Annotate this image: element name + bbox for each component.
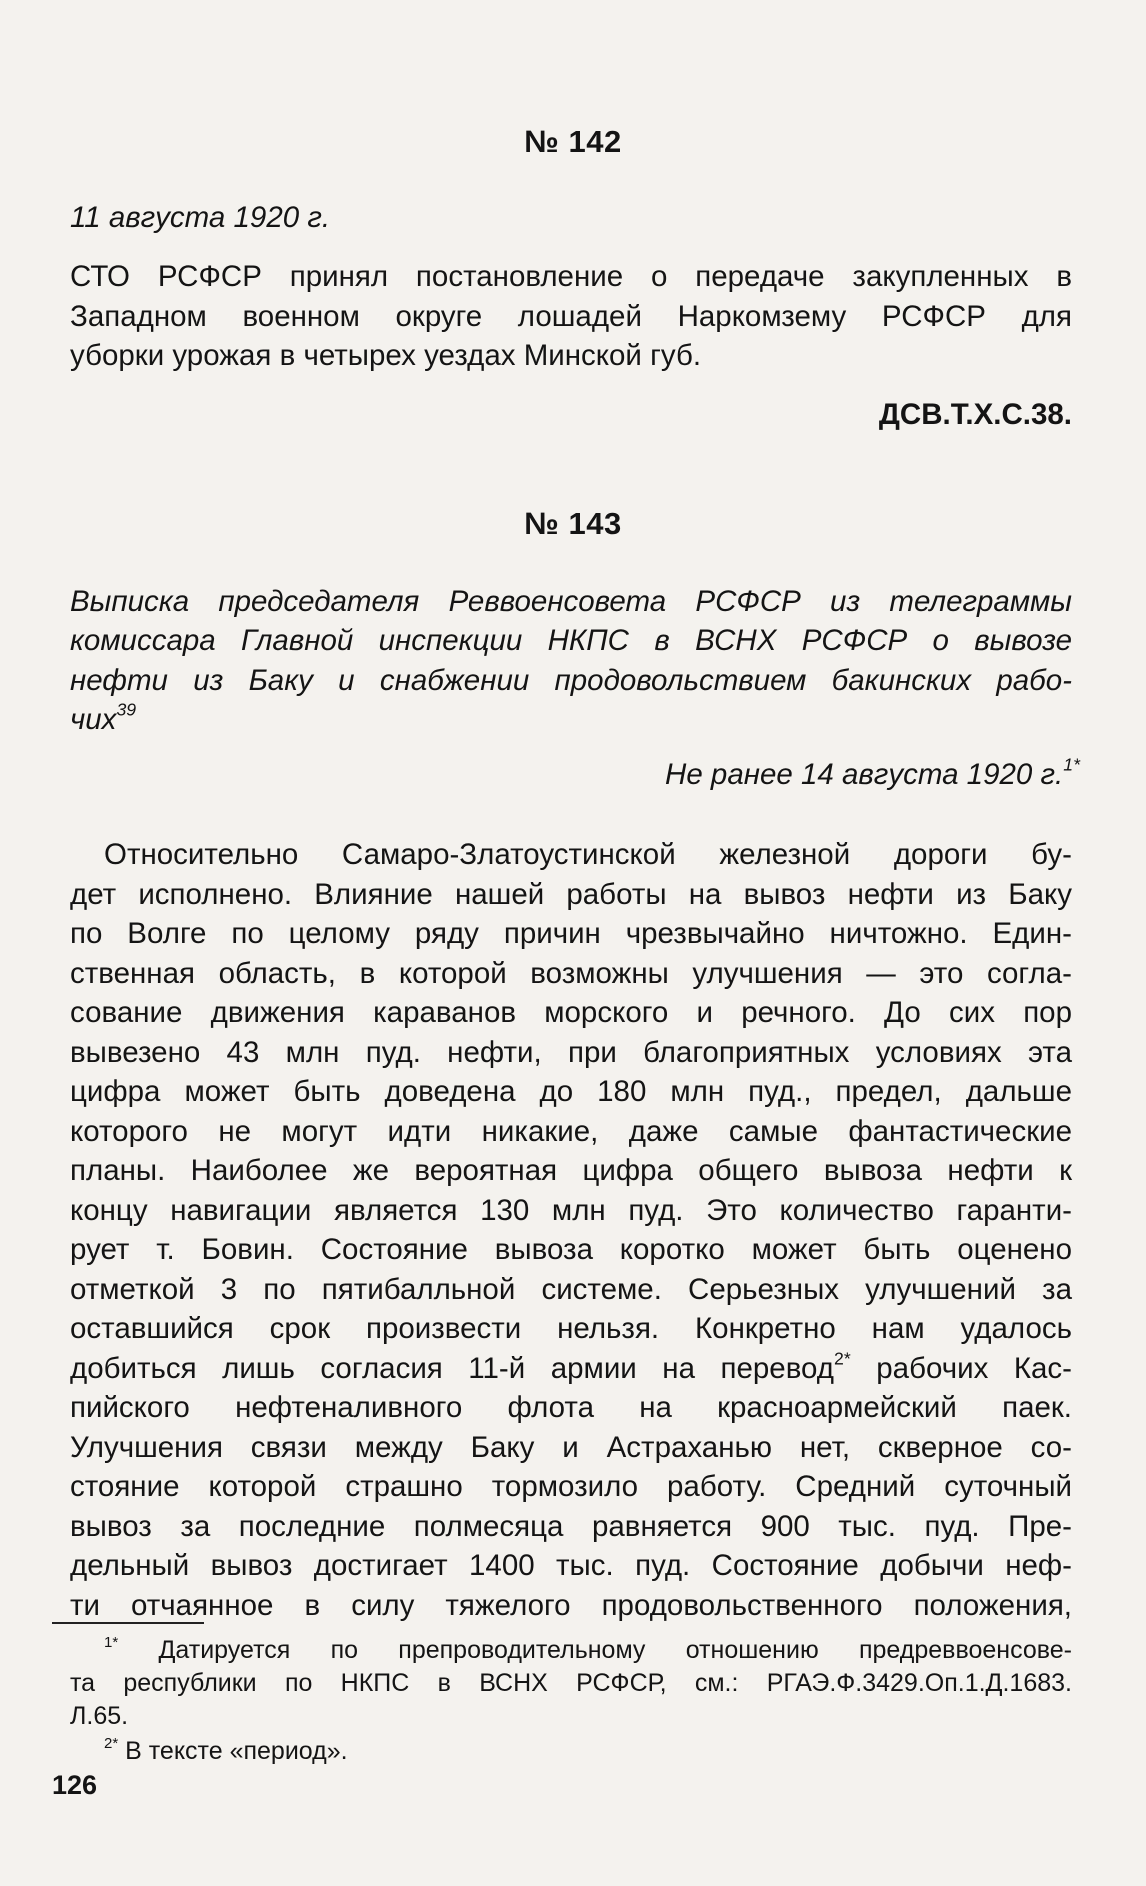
doc-142-number: № 142 [524,124,622,159]
doc-143-body-line: пийского нефтеналивного флота на красноармейский паек. [70,1391,1072,1424]
footnote-1-line: та республики по НКПС в ВСНХ РСФСР, см.: РГАЭ.Ф.3429.Оп.1.Д.1683. [70,1669,1072,1697]
doc-143-body-line: по Волге по целому ряду причин чрезвычайно ничтожно. Един- [70,917,1072,950]
doc-143-heading-line [70,701,1072,739]
doc-143-body-line: отметкой 3 по пятибалльной системе. Серьезных улучшений за [70,1273,1072,1306]
heading-note-mark: 39 [116,699,137,720]
body-text-after-note: рабочих Кас- [850,1352,1073,1385]
date-note-mark: 1* [1063,754,1080,775]
doc-143-body-line: сование движения караванов морского и речного. До сих пор [70,996,1072,1029]
doc-143-body-line: вывоз за последние полмесяца равняется 900 тыс. пуд. Пре- [70,1510,1072,1543]
doc-143-body-line: вывезено 43 млн пуд. нефти, при благоприятных условиях эта [70,1036,1072,1069]
footnote-1-text: Датируется по препроводительному отношению предреввоенсове- [158,1636,1072,1664]
doc-143-body-line: дельный вывоз достигает 1400 тыс. пуд. Состояние добычи неф- [70,1549,1072,1582]
doc-143-heading-last: чих [70,703,117,736]
body-note-mark: 2* [834,1348,851,1369]
doc-142-source: ДСВ.Т.Х.С.38. [878,398,1072,431]
doc-143-body-line: планы. Наиболее же вероятная цифра общего вывоза нефти к [70,1154,1072,1187]
doc-143-heading-line: нефти из Баку и снабжении продовольствием бакинских рабо- [70,664,1072,697]
doc-143-date [70,756,1080,794]
doc-143-body-line: дет исполнено. Влияние нашей работы на вывоз нефти из Баку [70,878,1072,911]
body-text-before-note: добиться лишь согласия 11-й армии на перевод [70,1352,835,1385]
doc-143-body-line: которого не могут идти никакие, даже самые фантастические [70,1115,1072,1148]
footnote-2-mark: 2* [104,1734,119,1752]
doc-143-body-line: Относительно Самаро-Златоустинской железной дороги бу- [104,838,1072,871]
doc-143-body-line: Улучшения связи между Баку и Астраханью нет, скверное со- [70,1431,1072,1464]
doc-143-body-line: стояние которой страшно тормозило работу. Средний суточный [70,1470,1072,1503]
doc-142-text-line: уборки урожая в четырех уездах Минской губ. [70,339,702,372]
footnote-2-line [104,1735,1072,1767]
doc-143-heading-line: комиссара Главной инспекции НКПС в ВСНХ РСФСР о вывозе [70,624,1072,657]
page-number: 126 [52,1770,98,1800]
doc-143-body-line: рует т. Бовин. Состояние вывоза коротко может быть оценено [70,1233,1072,1266]
footnote-1-line: Л.65. [70,1702,129,1730]
doc-143-body-line: ственная область, в которой возможны улучшения — это согла- [70,957,1072,990]
doc-143-date-text: Не ранее 14 августа 1920 г. [665,758,1064,791]
doc-143-body-line: ти отчаянное в силу тяжелого продовольственного положения, [70,1589,1072,1622]
footnote-1-mark: 1* [104,1633,119,1651]
doc-142-text-line: СТО РСФСР принял постановление о передаче закупленных в [70,260,1072,293]
doc-143-body-line: цифра может быть доведена до 180 млн пуд., предел, дальше [70,1075,1072,1108]
doc-143-heading-line: Выписка председателя Реввоенсовета РСФСР из телеграммы [70,585,1072,618]
doc-142-date: 11 августа 1920 г. [70,201,331,234]
doc-143-body-line: концу навигации является 130 млн пуд. Это количество гаранти- [70,1194,1072,1227]
doc-143-body-line-with-note [70,1350,1072,1388]
footnote-divider [52,1622,204,1624]
doc-143-number: № 143 [524,506,622,541]
footnote-2-text: В тексте «период». [125,1737,348,1765]
doc-142-text-line: Западном военном округе лошадей Наркомзему РСФСР для [70,300,1072,333]
footnote-1-line [104,1634,1072,1666]
doc-143-body-line: оставшийся срок произвести нельзя. Конкретно нам удалось [70,1312,1072,1345]
